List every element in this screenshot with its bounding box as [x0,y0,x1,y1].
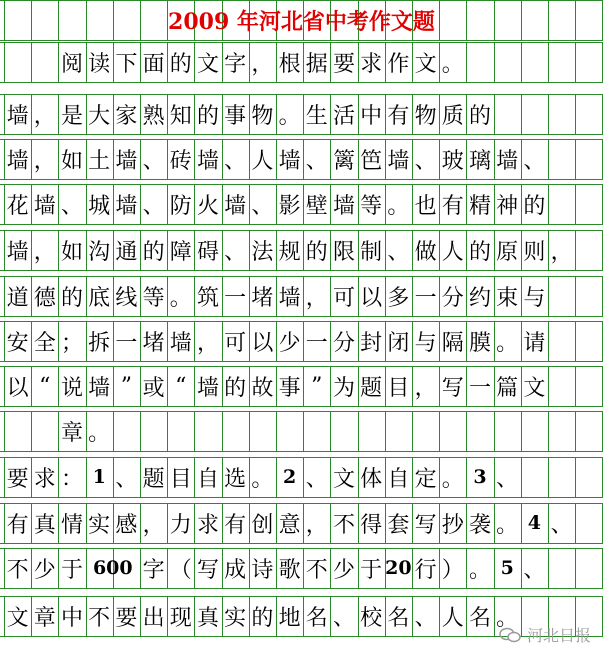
text-char: 。 [251,466,274,492]
text-char: 笆 [360,148,383,174]
text-char: ， [550,239,573,265]
text-char: 线 [115,285,138,311]
text-char: ” [311,373,323,399]
text-char: 墙 [278,148,301,174]
text-char: 实 [88,512,111,538]
text-char: 、 [414,605,437,631]
text-char: 自 [387,466,410,492]
text-char: 篱 [332,148,355,174]
text-char: 名 [305,605,328,631]
text-char: 章 [33,605,56,631]
text-char: 读 [88,51,111,77]
text-char: 以 [251,330,274,356]
text-char: 砖 [169,148,192,174]
text-char: “ [175,373,187,399]
text-char: 。 [468,557,491,583]
text-char: ， [196,330,219,356]
text-row [0,139,603,179]
text-char: 墙 [88,375,111,401]
text-char: 知 [169,103,192,129]
text-char: 5 [500,557,514,579]
text-char: 的 [468,239,491,265]
text-char: 题 [360,375,383,401]
text-char: 写 [414,512,437,538]
text-char: 少 [332,557,355,583]
text-line [0,366,603,406]
text-char: 的 [468,103,491,129]
text-char: 不 [88,605,111,631]
text-char: 墙 [6,148,29,174]
text-char: 墙 [115,193,138,219]
text-row [0,366,603,406]
text-char: 人 [441,239,464,265]
text-char: 写 [196,557,219,583]
text-char: 、 [305,148,328,174]
text-char: 的 [169,51,192,77]
text-char: 诗 [251,557,274,583]
text-char: 、 [224,239,247,265]
text-char: 墙 [33,193,56,219]
text-char: 。 [88,420,111,446]
text-char: 物 [414,103,437,129]
text-char: ” [120,373,133,399]
grid-line [0,451,603,452]
text-row [0,276,603,316]
text-char: 玻 [441,148,464,174]
text-char: 要 [115,605,138,631]
text-char: 于 [60,557,83,583]
text-row [0,184,603,224]
text-char: 法 [251,239,274,265]
text-char: 墙 [6,239,29,265]
text-char: 下 [115,51,138,77]
text-char: 字 [142,557,165,583]
text-char: 选 [224,466,247,492]
text-char: 活 [332,103,355,129]
text-char: 目 [169,466,192,492]
grid-line [0,270,603,271]
text-char: 一 [305,330,328,356]
text-char: 中 [360,103,383,129]
text-char: 、 [332,605,355,631]
text-char: 套 [387,512,410,538]
text-char: 火 [196,193,219,219]
text-char: 、 [550,512,573,538]
text-char: ； [60,330,83,356]
text-char: 求 [33,466,56,492]
text-char: “ [39,373,51,399]
text-char: 如 [60,148,83,174]
text-char: 或 [142,375,165,401]
text-char: 章 [60,420,83,446]
text-char: 故 [251,375,274,401]
text-char: 、 [305,466,328,492]
text-line [0,321,603,361]
text-char: 意 [278,512,301,538]
text-char: 墙 [196,375,219,401]
text-char: 。 [496,330,519,356]
grid-line [0,40,603,41]
text-line [0,230,603,270]
text-char: 目 [387,375,410,401]
text-line [0,411,603,451]
wechat-icon [499,627,521,643]
text-char: 限 [332,239,355,265]
text-char: ， [251,51,274,77]
text-char: 2 [282,466,297,488]
text-char: 20 [385,557,412,579]
text-char: 。 [441,51,464,77]
text-line [0,276,603,316]
text-char: 生 [305,103,328,129]
text-row [0,411,603,451]
text-char: 则 [523,239,546,265]
text-char: 求 [196,512,219,538]
text-char: 壁 [305,193,328,219]
text-char: 。 [387,193,410,219]
text-char: 墙 [332,193,355,219]
text-char: 的 [523,193,546,219]
text-char: 自 [196,466,219,492]
text-char: 如 [60,239,83,265]
text-char: 防 [169,193,192,219]
text-char: 不 [6,557,29,583]
text-char: 1 [92,466,106,488]
text-char: 、 [142,193,165,219]
text-char: 。 [496,512,519,538]
text-char: 底 [88,285,111,311]
text-char: 据 [305,51,328,77]
text-char: 篇 [496,375,519,401]
text-char: 拆 [88,330,111,356]
grid-line [0,361,603,362]
text-char: 碍 [196,239,219,265]
text-char: 一 [468,375,491,401]
text-row [0,321,603,361]
text-char: 。 [496,605,519,631]
text-char: 。 [441,466,464,492]
text-char: 分 [441,285,464,311]
text-char: 与 [523,285,546,311]
text-row [0,94,603,134]
text-char: 多 [387,285,410,311]
text-char: 写 [441,375,464,401]
text-char: 有 [6,512,29,538]
text-char: 4 [527,512,541,534]
text-char: 3 [473,466,487,488]
text-char: 真 [33,512,56,538]
text-char: ， [142,512,165,538]
text-row [0,230,603,270]
text-char: 的 [60,285,83,311]
text-char: ， [33,103,56,129]
grid-line [0,82,603,83]
text-char: 墙 [387,148,410,174]
text-char: 文 [332,466,355,492]
text-char: 的 [251,605,274,631]
text-char: 制 [360,239,383,265]
text-char: 神 [496,193,519,219]
text-char: 中 [60,605,83,631]
text-char: 说 [60,375,83,401]
text-char: 影 [278,193,301,219]
text-char: 要 [332,51,355,77]
text-char: 文 [414,51,437,77]
text-char: 得 [360,512,383,538]
text-char: 的 [305,239,328,265]
text-row [0,42,603,82]
text-char: ， [305,512,328,538]
text-char: ） [441,557,464,583]
grid-line [0,134,603,135]
text-line [0,94,603,134]
text-char: 文 [6,605,29,631]
text-char: 璃 [468,148,491,174]
text-char: 筑 [196,285,219,311]
text-char: 封 [360,330,383,356]
text-char: 为 [332,375,355,401]
text-char: 等 [142,285,165,311]
text-char: 求 [360,51,383,77]
text-char: 熟 [142,103,165,129]
text-char: 情 [60,512,83,538]
text-char: 墙 [224,193,247,219]
text-char: 原 [496,239,519,265]
text-char: 安 [6,330,29,356]
text-char: 、 [523,557,546,583]
text-char: 障 [169,239,192,265]
text-char: 墙 [196,148,219,174]
grid-line [0,316,603,317]
grid-line [0,543,603,544]
text-char: 、 [523,148,546,174]
text-char: 于 [360,557,383,583]
text-char: 感 [115,512,138,538]
text-char: 城 [88,193,111,219]
text-char: 题 [142,466,165,492]
text-char: 创 [251,512,274,538]
text-char: 可 [332,285,355,311]
text-char: 有 [387,103,410,129]
text-char: 行 [414,557,437,583]
text-char: ， [33,148,56,174]
text-row [0,457,603,497]
text-char: 歌 [278,557,301,583]
text-char: 堵 [142,330,165,356]
text-char: 事 [224,103,247,129]
text-char: 根 [278,51,301,77]
text-char: 的 [224,375,247,401]
text-char: 、 [414,148,437,174]
text-char: 实 [224,605,247,631]
text-char: 分 [332,330,355,356]
text-char: 、 [251,193,274,219]
text-char: 少 [33,557,56,583]
grid-line [0,179,603,180]
watermark-text: 河北日报 [526,626,591,645]
text-char: ， [305,285,328,311]
text-char: 定 [414,466,437,492]
text-char: 墙 [278,285,301,311]
text-char: 一 [224,285,247,311]
text-char: 有 [441,193,464,219]
text-char: 文 [523,375,546,401]
text-char: 等 [360,193,383,219]
text-char: 作 [387,51,410,77]
text-char: 。 [169,285,192,311]
text-char: 以 [360,285,383,311]
text-line [0,139,603,179]
text-char: 抄 [441,512,464,538]
text-char: 土 [88,148,111,174]
text-char: 力 [169,512,192,538]
text-line [0,548,603,588]
text-char: 墙 [6,103,29,129]
text-char: 地 [278,605,301,631]
text-char: 精 [468,193,491,219]
text-char: 、 [224,148,247,174]
text-char: 要 [6,466,29,492]
text-char: 面 [142,51,165,77]
text-char: 束 [496,285,519,311]
text-char: 少 [278,330,301,356]
grid-line [0,406,603,407]
text-char: 、 [115,466,138,492]
grid-line [0,588,603,589]
text-char: 校 [360,605,383,631]
text-char: 道 [6,285,29,311]
grid-line [0,497,603,498]
text-char: 600 [92,557,133,579]
text-line [0,503,603,543]
text-char: 的 [196,103,219,129]
text-char: 现 [169,605,192,631]
text-char: 全 [33,330,56,356]
text-char: 做 [414,239,437,265]
text-char: 人 [251,148,274,174]
text-char: 可 [224,330,247,356]
text-line [0,457,603,497]
text-char: 规 [278,239,301,265]
text-char: 物 [251,103,274,129]
text-row [0,548,603,588]
text-char: 以 [6,375,29,401]
text-char: 有 [224,512,247,538]
text-char: 是 [60,103,83,129]
text-char: 的 [142,239,165,265]
text-char: 出 [142,605,165,631]
text-char: 、 [142,148,165,174]
text-char: 体 [360,466,383,492]
text-line [0,184,603,224]
text-char: 请 [523,330,546,356]
text-char: 花 [6,193,29,219]
text-char: 、 [496,466,519,492]
title-row [0,0,603,40]
text-char: 大 [88,103,111,129]
text-char: 成 [224,557,247,583]
text-char: 、 [387,239,410,265]
text-char: 、 [60,193,83,219]
text-char: 事 [278,375,301,401]
text-char: 文 [196,51,219,77]
text-char: 沟 [88,239,111,265]
text-line [0,42,603,82]
text-char: ： [60,466,83,492]
text-char: 德 [33,285,56,311]
text-char: 通 [115,239,138,265]
grid-line [0,224,603,225]
text-char: 名 [468,605,491,631]
text-char: 墙 [169,330,192,356]
text-char: 一 [414,285,437,311]
text-char: 也 [414,193,437,219]
text-char: 不 [332,512,355,538]
text-row [0,503,603,543]
text-char: 一 [115,330,138,356]
text-char: 真 [196,605,219,631]
text-char: 约 [468,285,491,311]
text-char: 袭 [468,512,491,538]
text-char: 膜 [468,330,491,356]
page-title: 2009 年河北省中考作文题 [168,8,435,35]
text-char: 质 [441,103,464,129]
text-char: 字 [224,51,247,77]
text-char: 墙 [115,148,138,174]
text-char: 阅 [60,51,83,77]
text-char: 与 [414,330,437,356]
text-char: 家 [115,103,138,129]
text-char: 名 [387,605,410,631]
text-char: 人 [441,605,464,631]
text-char: 堵 [251,285,274,311]
text-char: 墙 [496,148,519,174]
text-char: 隔 [441,330,464,356]
text-char: ， [33,239,56,265]
text-char: 不 [305,557,328,583]
text-char: 闭 [387,330,410,356]
text-char: 。 [278,103,301,129]
text-char: （ [169,557,192,583]
text-char: ， [414,375,437,401]
watermark [499,623,591,646]
